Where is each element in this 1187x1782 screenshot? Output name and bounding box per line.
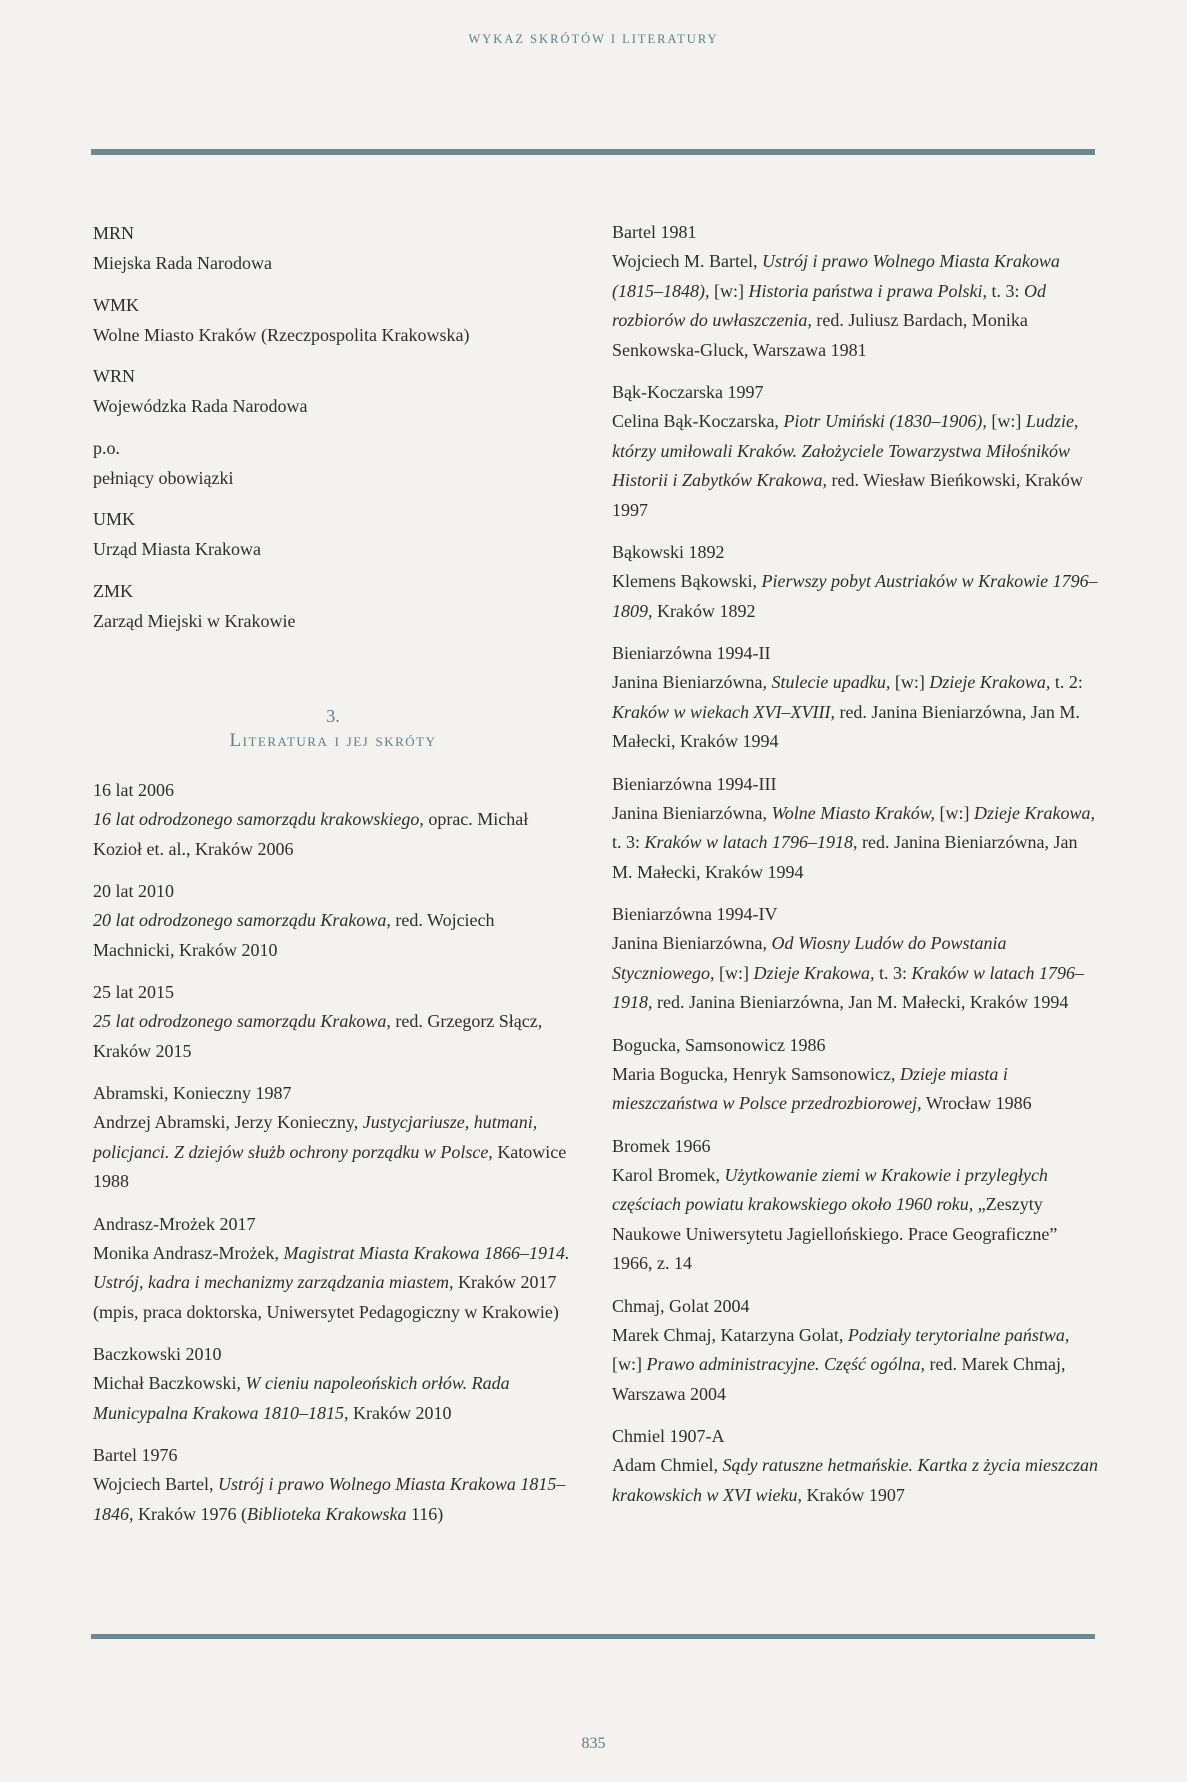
italic-title: Sądy ratuszne hetmańskie. Kartka z życia mieszczan krakowskich w XVI wieku, [612, 1455, 1098, 1505]
citation-text: [w:] [890, 672, 930, 692]
abbreviation-entry [93, 433, 573, 494]
bibliography-list [612, 218, 1100, 1510]
bibliography-description [612, 1060, 1100, 1119]
italic-title: Stulecie upadku, [771, 672, 891, 692]
citation-text: [w:] [709, 280, 749, 301]
bibliography-entry [93, 1079, 573, 1197]
citation-text: t. 2: [1050, 672, 1083, 692]
citation-text: Kraków 2017 (mpis, praca doktorska, Uniwersytet Pedagogiczny w Krakowie) [93, 1272, 559, 1322]
citation-text: Marek Chmaj, Katarzyna Golat, [612, 1324, 848, 1345]
italic-title: Dzieje Krakowa, [929, 672, 1051, 692]
bibliography-description [612, 799, 1100, 888]
right-column [612, 218, 1100, 1523]
bibliography-entry [612, 1422, 1100, 1510]
bibliography-entry [612, 1132, 1100, 1279]
abbreviation-entry [93, 576, 573, 637]
bibliography-key: Bąk-Koczarska 1997 [612, 382, 764, 402]
abbreviation-expansion: Urząd Miasta Krakowa [93, 539, 261, 559]
bibliography-description [93, 805, 573, 864]
citation-text: Kraków 1892 [652, 600, 756, 621]
italic-title: Magistrat Miasta Krakowa 1866–1914. Ustrój, kadra i mechanizmy zarządzania miastem, [93, 1242, 570, 1292]
citation-text: Klemens Bąkowski, [612, 571, 762, 591]
abbreviation-expansion: pełniący obowiązki [93, 467, 234, 488]
citation-text: red. Janina Bieniarzówna, Jan M. Małecki, Kraków 1994 [652, 992, 1069, 1012]
italic-title: Biblioteka Krakowska [246, 1503, 407, 1524]
citation-text: [w:] [986, 411, 1026, 431]
bibliography-key: Bartel 1981 [612, 222, 697, 242]
bibliography-description [93, 906, 573, 965]
bibliography-key: Bieniarzówna 1994-III [612, 773, 777, 794]
italic-title: Historia państwa i prawa Polski, [748, 280, 988, 301]
citation-text: Michał Baczkowski, [93, 1373, 246, 1393]
citation-text: Wojciech M. Bartel, [612, 251, 763, 271]
citation-text: red. Grzegorz Słącz, Kraków 2015 [93, 1011, 543, 1061]
page-number: 835 [581, 1735, 606, 1752]
bibliography-key: 20 lat 2010 [93, 881, 174, 901]
italic-title: Od Wiosny Ludów do Powstania Styczniowego, [612, 933, 1007, 983]
bibliography-key: Bartel 1976 [93, 1445, 178, 1465]
citation-text: Kraków 1907 [801, 1484, 905, 1505]
bibliography-key: Chmaj, Golat 2004 [612, 1295, 750, 1316]
italic-title: Dzieje Krakowa, [753, 962, 875, 983]
italic-title: 16 lat odrodzonego samorządu krakowskiego, [93, 809, 424, 829]
bibliography-description [612, 567, 1100, 626]
italic-title: Użytkowanie ziemi w Krakowie i przyległych częściach powiatu krakowskiego około 1960 roku, [612, 1164, 1048, 1214]
bibliography-entry [93, 978, 573, 1066]
abbreviation-entry [93, 290, 573, 351]
abbreviation: WMK [93, 294, 139, 315]
bibliography-entry [93, 1441, 573, 1529]
abbreviation: ZMK [93, 580, 133, 601]
italic-title: Od rozbiorów do uwłaszczenia, [612, 280, 1047, 330]
bibliography-entry [93, 877, 573, 965]
bibliography-entry [612, 900, 1100, 1018]
bibliography-key: Bromek 1966 [612, 1135, 711, 1156]
bibliography-key: Bieniarzówna 1994-II [612, 643, 771, 663]
citation-text: „Zeszyty Naukowe Uniwersytetu Jagiellońskiego. Prace Geograficzne” 1966, z. 14 [612, 1194, 1058, 1273]
abbreviation-entry [93, 218, 573, 279]
citation-text: [w:] [934, 802, 974, 823]
bibliography-description [612, 1161, 1100, 1279]
citation-text: Janina Bieniarzówna, [612, 802, 772, 823]
italic-title: Piotr Umiński (1830–1906), [783, 411, 987, 431]
citation-text: t. 3: [612, 832, 645, 852]
running-head: WYKAZ SKRÓTÓW I LITERATURY [468, 32, 719, 46]
bibliography-entry [612, 770, 1100, 888]
bottom-rule [91, 1634, 1095, 1639]
citation-text: Kraków 1976 ( [133, 1503, 247, 1524]
bibliography-description [93, 1369, 573, 1428]
bibliography-description [93, 1108, 573, 1197]
bibliography-entry [612, 1292, 1100, 1410]
citation-text: red. Janina Bieniarzówna, Jan M. Małecki, Kraków 1994 [612, 832, 1078, 882]
section-heading [93, 706, 573, 756]
abbreviation-expansion: Miejska Rada Narodowa [93, 253, 272, 273]
bibliography-entry [93, 1340, 573, 1428]
citation-text: Karol Bromek, [612, 1164, 725, 1185]
citation-text: red. Wiesław Bieńkowski, Kraków 1997 [612, 470, 1083, 520]
bibliography-description [612, 668, 1100, 757]
bibliography-list [93, 776, 573, 1529]
left-column [93, 218, 573, 1542]
citation-text: Celina Bąk-Koczarska, [612, 411, 784, 431]
abbreviation-entry [93, 361, 573, 422]
bibliography-key: 25 lat 2015 [93, 982, 174, 1002]
italic-title: Podziały terytorialne państwa, [847, 1324, 1070, 1345]
bibliography-key: Andrasz-Mrożek 2017 [93, 1213, 256, 1234]
bibliography-description [93, 1470, 573, 1529]
citation-text: 116) [406, 1503, 444, 1524]
italic-title: 25 lat odrodzonego samorządu Krakowa, [93, 1011, 391, 1031]
italic-title: Prawo administracyjne. Część ogólna, [646, 1354, 925, 1374]
abbreviation-entry [93, 504, 573, 565]
bibliography-description [93, 1239, 573, 1328]
citation-text: [w:] [612, 1354, 647, 1374]
italic-title: Dzieje Krakowa, [973, 802, 1095, 823]
italic-title: Pierwszy pobyt Austriaków w Krakowie 1796–1809, [612, 571, 1098, 621]
citation-text: Janina Bieniarzówna, [612, 933, 772, 953]
abbreviation-list [93, 218, 573, 636]
bibliography-key: 16 lat 2006 [93, 780, 174, 800]
section-number: 3. [326, 706, 340, 726]
abbreviation-expansion: Wojewódzka Rada Narodowa [93, 396, 308, 416]
citation-text: Monika Andrasz-Mrożek, [93, 1242, 284, 1263]
section-title: Literatura i jej skróty [229, 730, 437, 751]
bibliography-key: Bogucka, Samsonowicz 1986 [612, 1034, 826, 1055]
citation-text: oprac. Michał Kozioł et. al., Kraków 2006 [93, 809, 529, 859]
bibliography-entry [612, 538, 1100, 626]
bibliography-key: Bieniarzówna 1994-IV [612, 904, 778, 924]
bibliography-entry [93, 1210, 573, 1328]
abbreviation: MRN [93, 223, 135, 243]
citation-text: Adam Chmiel, [612, 1455, 723, 1475]
italic-title: Dzieje miasta i mieszczaństwa w Polsce przedrozbiorowej, [612, 1063, 1008, 1113]
bibliography-description [612, 407, 1100, 525]
citation-text: Wrocław 1986 [921, 1093, 1032, 1113]
bibliography-description [93, 1007, 573, 1066]
citation-text: red. Marek Chmaj, Warszawa 2004 [612, 1354, 1066, 1404]
bibliography-key: Bąkowski 1892 [612, 542, 725, 562]
abbreviation: p.o. [93, 437, 120, 458]
citation-text: red. Wojciech Machnicki, Kraków 2010 [93, 910, 495, 960]
italic-title: Kraków w wiekach XVI–XVIII, [612, 701, 835, 722]
citation-text: [w:] [714, 962, 754, 983]
italic-title: Ludzie, którzy umiłowali Kraków. Założyciele Towarzystwa Miłośników Historii i Zabytków Krakowa, [612, 411, 1079, 490]
abbreviation-expansion: Wolne Miasto Kraków (Rzeczpospolita Krakowska) [93, 324, 470, 345]
citation-text: t. 3: [874, 962, 912, 983]
citation-text: red. Juliusz Bardach, Monika Senkowska-Gluck, Warszawa 1981 [612, 310, 1028, 360]
abbreviation: UMK [93, 509, 136, 529]
citation-text: Maria Bogucka, Henryk Samsonowicz, [612, 1063, 900, 1084]
abbreviation: WRN [93, 366, 135, 386]
citation-text: Katowice 1988 [93, 1141, 567, 1191]
bibliography-description [612, 1451, 1100, 1510]
italic-title: Justycjariusze, hutmani, policjanci. Z dziejów służb ochrony porządku w Polsce, [93, 1112, 538, 1162]
bibliography-entry [93, 776, 573, 864]
bibliography-entry [612, 218, 1100, 365]
italic-title: Kraków w latach 1796–1918, [644, 832, 858, 852]
citation-text: red. Janina Bieniarzówna, Jan M. Małecki, Kraków 1994 [612, 701, 1080, 751]
italic-title: 20 lat odrodzonego samorządu Krakowa, [93, 910, 391, 930]
bibliography-entry [612, 1031, 1100, 1119]
italic-title: Wolne Miasto Kraków, [771, 802, 935, 823]
bibliography-key: Chmiel 1907-A [612, 1426, 725, 1446]
bibliography-description [612, 1321, 1100, 1410]
citation-text: Andrzej Abramski, Jerzy Konieczny, [93, 1112, 363, 1132]
citation-text: Janina Bieniarzówna, [612, 672, 772, 692]
citation-text: Wojciech Bartel, [93, 1474, 218, 1494]
citation-text: t. 3: [987, 280, 1025, 301]
top-rule [91, 149, 1095, 155]
abbreviation-expansion: Zarząd Miejski w Krakowie [93, 610, 296, 631]
italic-title: Kraków w latach 1796–1918, [612, 962, 1085, 1012]
italic-title: Ustrój i prawo Wolnego Miasta Krakowa (1815–1848), [612, 251, 1060, 301]
bibliography-entry [612, 378, 1100, 525]
italic-title: W cieniu napoleońskich orłów. Rada Municypalna Krakowa 1810–1815, [93, 1373, 510, 1423]
bibliography-key: Abramski, Konieczny 1987 [93, 1083, 292, 1103]
bibliography-entry [612, 639, 1100, 757]
italic-title: Ustrój i prawo Wolnego Miasta Krakowa 1815–1846, [93, 1474, 566, 1524]
bibliography-description [612, 929, 1100, 1018]
citation-text: Kraków 2010 [348, 1402, 452, 1423]
bibliography-key: Baczkowski 2010 [93, 1344, 222, 1364]
bibliography-description [612, 247, 1100, 365]
